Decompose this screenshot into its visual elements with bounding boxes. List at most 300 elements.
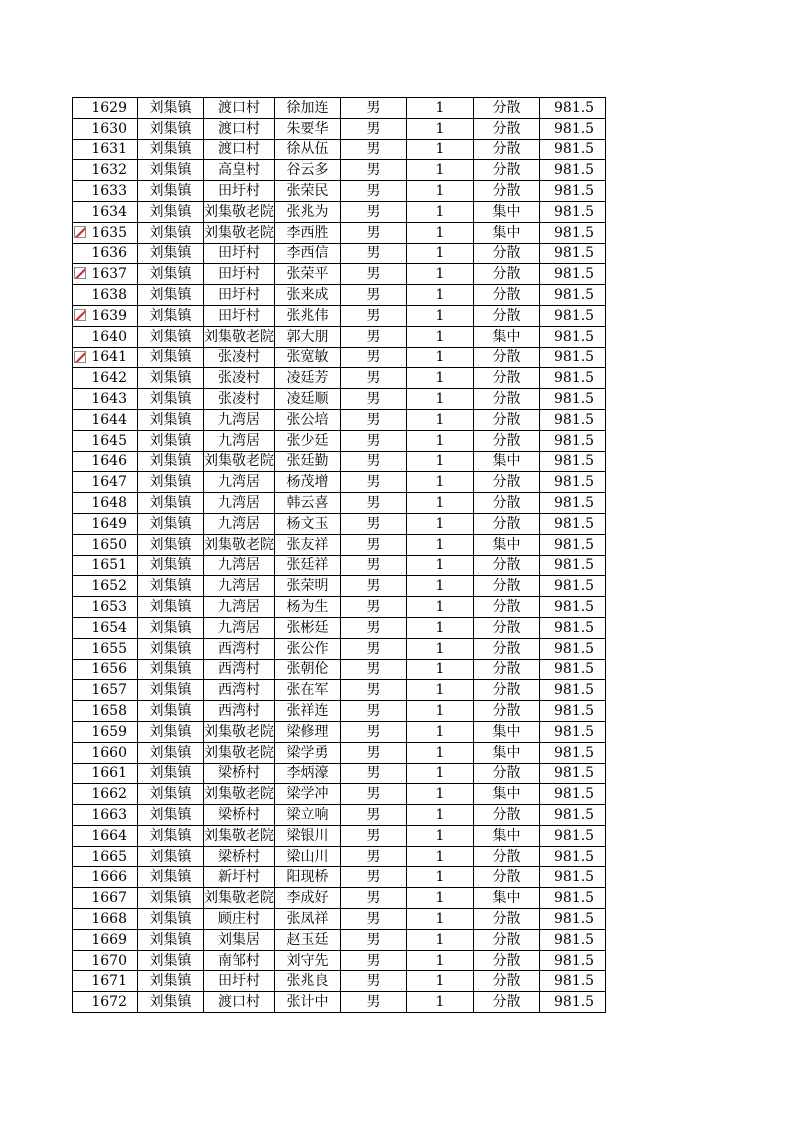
cell-serial-no[interactable] (73, 659, 138, 680)
cell-amount[interactable] (540, 784, 606, 805)
cell-serial-no[interactable] (73, 305, 138, 326)
cell-count[interactable] (407, 201, 474, 222)
cell-support-type[interactable] (474, 659, 540, 680)
cell-gender[interactable] (341, 638, 407, 659)
cell-support-type[interactable] (474, 285, 540, 306)
cell-count[interactable] (407, 264, 474, 285)
cell-town[interactable] (138, 950, 204, 971)
cell-amount[interactable] (540, 867, 606, 888)
cell-count[interactable] (407, 659, 474, 680)
cell-gender[interactable] (341, 264, 407, 285)
cell-town[interactable] (138, 430, 204, 451)
cell-count[interactable] (407, 368, 474, 389)
cell-count[interactable] (407, 742, 474, 763)
cell-amount[interactable] (540, 493, 606, 514)
cell-amount[interactable] (540, 264, 606, 285)
cell-serial-no[interactable] (73, 680, 138, 701)
cell-serial-no[interactable] (73, 992, 138, 1013)
cell-amount[interactable] (540, 825, 606, 846)
cell-serial-no[interactable] (73, 805, 138, 826)
cell-gender[interactable] (341, 181, 407, 202)
cell-serial-no[interactable] (73, 389, 138, 410)
cell-town[interactable] (138, 617, 204, 638)
cell-gender[interactable] (341, 98, 407, 119)
cell-gender[interactable] (341, 680, 407, 701)
cell-gender[interactable] (341, 701, 407, 722)
cell-amount[interactable] (540, 555, 606, 576)
cell-serial-no[interactable] (73, 201, 138, 222)
cell-town[interactable] (138, 368, 204, 389)
cell-serial-no[interactable] (73, 846, 138, 867)
cell-support-type[interactable] (474, 867, 540, 888)
cell-person-name[interactable] (275, 950, 341, 971)
cell-person-name[interactable] (275, 430, 341, 451)
cell-count[interactable] (407, 118, 474, 139)
cell-village[interactable] (204, 285, 275, 306)
cell-amount[interactable] (540, 409, 606, 430)
cell-support-type[interactable] (474, 805, 540, 826)
cell-serial-no[interactable] (73, 243, 138, 264)
cell-amount[interactable] (540, 98, 606, 119)
cell-support-type[interactable] (474, 326, 540, 347)
cell-count[interactable] (407, 285, 474, 306)
cell-person-name[interactable] (275, 576, 341, 597)
cell-support-type[interactable] (474, 181, 540, 202)
cell-support-type[interactable] (474, 347, 540, 368)
cell-person-name[interactable] (275, 181, 341, 202)
cell-person-name[interactable] (275, 929, 341, 950)
cell-person-name[interactable] (275, 472, 341, 493)
cell-gender[interactable] (341, 555, 407, 576)
cell-support-type[interactable] (474, 534, 540, 555)
cell-serial-no[interactable] (73, 971, 138, 992)
cell-town[interactable] (138, 680, 204, 701)
cell-village[interactable] (204, 929, 275, 950)
cell-gender[interactable] (341, 160, 407, 181)
cell-gender[interactable] (341, 888, 407, 909)
cell-amount[interactable] (540, 992, 606, 1013)
cell-support-type[interactable] (474, 160, 540, 181)
cell-village[interactable] (204, 763, 275, 784)
cell-count[interactable] (407, 555, 474, 576)
cell-gender[interactable] (341, 763, 407, 784)
cell-village[interactable] (204, 701, 275, 722)
cell-serial-no[interactable] (73, 409, 138, 430)
cell-gender[interactable] (341, 576, 407, 597)
cell-serial-no[interactable] (73, 264, 138, 285)
cell-serial-no[interactable] (73, 888, 138, 909)
cell-gender[interactable] (341, 950, 407, 971)
cell-village[interactable] (204, 389, 275, 410)
cell-village[interactable] (204, 638, 275, 659)
cell-support-type[interactable] (474, 929, 540, 950)
cell-count[interactable] (407, 222, 474, 243)
cell-amount[interactable] (540, 347, 606, 368)
cell-person-name[interactable] (275, 721, 341, 742)
cell-town[interactable] (138, 909, 204, 930)
cell-person-name[interactable] (275, 784, 341, 805)
cell-person-name[interactable] (275, 992, 341, 1013)
cell-amount[interactable] (540, 326, 606, 347)
cell-amount[interactable] (540, 368, 606, 389)
cell-count[interactable] (407, 305, 474, 326)
cell-gender[interactable] (341, 867, 407, 888)
cell-serial-no[interactable] (73, 493, 138, 514)
cell-person-name[interactable] (275, 742, 341, 763)
cell-count[interactable] (407, 576, 474, 597)
cell-gender[interactable] (341, 534, 407, 555)
cell-village[interactable] (204, 305, 275, 326)
cell-village[interactable] (204, 430, 275, 451)
cell-support-type[interactable] (474, 264, 540, 285)
cell-amount[interactable] (540, 680, 606, 701)
cell-amount[interactable] (540, 638, 606, 659)
cell-count[interactable] (407, 451, 474, 472)
cell-serial-no[interactable] (73, 576, 138, 597)
cell-amount[interactable] (540, 472, 606, 493)
cell-amount[interactable] (540, 118, 606, 139)
cell-serial-no[interactable] (73, 368, 138, 389)
cell-support-type[interactable] (474, 555, 540, 576)
cell-support-type[interactable] (474, 139, 540, 160)
cell-village[interactable] (204, 555, 275, 576)
cell-town[interactable] (138, 784, 204, 805)
cell-person-name[interactable] (275, 867, 341, 888)
cell-gender[interactable] (341, 617, 407, 638)
cell-gender[interactable] (341, 597, 407, 618)
cell-count[interactable] (407, 846, 474, 867)
cell-amount[interactable] (540, 576, 606, 597)
cell-town[interactable] (138, 888, 204, 909)
cell-village[interactable] (204, 118, 275, 139)
cell-serial-no[interactable] (73, 867, 138, 888)
cell-gender[interactable] (341, 513, 407, 534)
cell-serial-no[interactable] (73, 430, 138, 451)
cell-amount[interactable] (540, 617, 606, 638)
cell-town[interactable] (138, 659, 204, 680)
cell-count[interactable] (407, 701, 474, 722)
cell-amount[interactable] (540, 971, 606, 992)
cell-person-name[interactable] (275, 763, 341, 784)
cell-gender[interactable] (341, 825, 407, 846)
cell-town[interactable] (138, 701, 204, 722)
cell-gender[interactable] (341, 118, 407, 139)
cell-gender[interactable] (341, 243, 407, 264)
cell-village[interactable] (204, 950, 275, 971)
cell-gender[interactable] (341, 493, 407, 514)
cell-support-type[interactable] (474, 784, 540, 805)
cell-town[interactable] (138, 222, 204, 243)
cell-town[interactable] (138, 971, 204, 992)
cell-person-name[interactable] (275, 201, 341, 222)
cell-serial-no[interactable] (73, 98, 138, 119)
cell-count[interactable] (407, 867, 474, 888)
cell-town[interactable] (138, 118, 204, 139)
cell-amount[interactable] (540, 659, 606, 680)
cell-serial-no[interactable] (73, 181, 138, 202)
cell-village[interactable] (204, 243, 275, 264)
cell-village[interactable] (204, 326, 275, 347)
cell-person-name[interactable] (275, 389, 341, 410)
cell-amount[interactable] (540, 430, 606, 451)
cell-count[interactable] (407, 389, 474, 410)
cell-amount[interactable] (540, 160, 606, 181)
cell-town[interactable] (138, 243, 204, 264)
cell-gender[interactable] (341, 285, 407, 306)
cell-count[interactable] (407, 534, 474, 555)
cell-village[interactable] (204, 597, 275, 618)
cell-person-name[interactable] (275, 285, 341, 306)
cell-count[interactable] (407, 763, 474, 784)
cell-town[interactable] (138, 472, 204, 493)
cell-count[interactable] (407, 784, 474, 805)
cell-count[interactable] (407, 971, 474, 992)
cell-village[interactable] (204, 971, 275, 992)
cell-amount[interactable] (540, 929, 606, 950)
cell-serial-no[interactable] (73, 597, 138, 618)
cell-support-type[interactable] (474, 576, 540, 597)
cell-count[interactable] (407, 992, 474, 1013)
cell-person-name[interactable] (275, 555, 341, 576)
cell-town[interactable] (138, 513, 204, 534)
cell-person-name[interactable] (275, 909, 341, 930)
cell-gender[interactable] (341, 721, 407, 742)
cell-person-name[interactable] (275, 98, 341, 119)
cell-town[interactable] (138, 638, 204, 659)
cell-count[interactable] (407, 347, 474, 368)
cell-village[interactable] (204, 472, 275, 493)
cell-amount[interactable] (540, 950, 606, 971)
cell-serial-no[interactable] (73, 784, 138, 805)
cell-count[interactable] (407, 888, 474, 909)
cell-serial-no[interactable] (73, 451, 138, 472)
cell-town[interactable] (138, 98, 204, 119)
cell-town[interactable] (138, 805, 204, 826)
cell-amount[interactable] (540, 285, 606, 306)
cell-gender[interactable] (341, 784, 407, 805)
cell-person-name[interactable] (275, 638, 341, 659)
cell-village[interactable] (204, 451, 275, 472)
cell-support-type[interactable] (474, 638, 540, 659)
cell-amount[interactable] (540, 222, 606, 243)
cell-person-name[interactable] (275, 222, 341, 243)
cell-village[interactable] (204, 888, 275, 909)
cell-person-name[interactable] (275, 326, 341, 347)
cell-village[interactable] (204, 742, 275, 763)
cell-count[interactable] (407, 139, 474, 160)
cell-support-type[interactable] (474, 825, 540, 846)
cell-serial-no[interactable] (73, 950, 138, 971)
cell-town[interactable] (138, 929, 204, 950)
cell-support-type[interactable] (474, 451, 540, 472)
cell-amount[interactable] (540, 389, 606, 410)
cell-amount[interactable] (540, 701, 606, 722)
cell-town[interactable] (138, 347, 204, 368)
cell-gender[interactable] (341, 992, 407, 1013)
cell-serial-no[interactable] (73, 701, 138, 722)
cell-serial-no[interactable] (73, 617, 138, 638)
cell-person-name[interactable] (275, 451, 341, 472)
cell-count[interactable] (407, 472, 474, 493)
cell-serial-no[interactable] (73, 638, 138, 659)
cell-support-type[interactable] (474, 389, 540, 410)
cell-count[interactable] (407, 638, 474, 659)
cell-gender[interactable] (341, 430, 407, 451)
cell-amount[interactable] (540, 721, 606, 742)
cell-gender[interactable] (341, 659, 407, 680)
cell-person-name[interactable] (275, 680, 341, 701)
cell-village[interactable] (204, 201, 275, 222)
cell-town[interactable] (138, 534, 204, 555)
cell-person-name[interactable] (275, 701, 341, 722)
cell-village[interactable] (204, 617, 275, 638)
cell-gender[interactable] (341, 389, 407, 410)
cell-amount[interactable] (540, 451, 606, 472)
cell-village[interactable] (204, 513, 275, 534)
cell-support-type[interactable] (474, 888, 540, 909)
cell-amount[interactable] (540, 597, 606, 618)
cell-village[interactable] (204, 347, 275, 368)
cell-amount[interactable] (540, 888, 606, 909)
cell-serial-no[interactable] (73, 555, 138, 576)
cell-person-name[interactable] (275, 846, 341, 867)
cell-count[interactable] (407, 513, 474, 534)
cell-village[interactable] (204, 534, 275, 555)
cell-person-name[interactable] (275, 597, 341, 618)
cell-count[interactable] (407, 929, 474, 950)
cell-support-type[interactable] (474, 617, 540, 638)
cell-amount[interactable] (540, 181, 606, 202)
cell-village[interactable] (204, 181, 275, 202)
cell-support-type[interactable] (474, 305, 540, 326)
cell-count[interactable] (407, 326, 474, 347)
cell-village[interactable] (204, 264, 275, 285)
cell-village[interactable] (204, 368, 275, 389)
cell-gender[interactable] (341, 222, 407, 243)
cell-support-type[interactable] (474, 680, 540, 701)
cell-village[interactable] (204, 909, 275, 930)
cell-support-type[interactable] (474, 513, 540, 534)
cell-town[interactable] (138, 867, 204, 888)
cell-town[interactable] (138, 409, 204, 430)
cell-village[interactable] (204, 160, 275, 181)
cell-town[interactable] (138, 285, 204, 306)
cell-count[interactable] (407, 409, 474, 430)
cell-person-name[interactable] (275, 160, 341, 181)
cell-count[interactable] (407, 98, 474, 119)
cell-serial-no[interactable] (73, 825, 138, 846)
cell-village[interactable] (204, 409, 275, 430)
cell-amount[interactable] (540, 763, 606, 784)
cell-count[interactable] (407, 160, 474, 181)
cell-gender[interactable] (341, 451, 407, 472)
cell-person-name[interactable] (275, 368, 341, 389)
cell-person-name[interactable] (275, 805, 341, 826)
cell-town[interactable] (138, 305, 204, 326)
cell-town[interactable] (138, 389, 204, 410)
cell-village[interactable] (204, 222, 275, 243)
cell-person-name[interactable] (275, 139, 341, 160)
cell-village[interactable] (204, 659, 275, 680)
cell-gender[interactable] (341, 201, 407, 222)
cell-count[interactable] (407, 909, 474, 930)
cell-person-name[interactable] (275, 409, 341, 430)
cell-amount[interactable] (540, 513, 606, 534)
cell-serial-no[interactable] (73, 534, 138, 555)
cell-village[interactable] (204, 680, 275, 701)
cell-count[interactable] (407, 243, 474, 264)
cell-gender[interactable] (341, 368, 407, 389)
cell-support-type[interactable] (474, 742, 540, 763)
cell-town[interactable] (138, 597, 204, 618)
cell-support-type[interactable] (474, 597, 540, 618)
cell-town[interactable] (138, 160, 204, 181)
cell-town[interactable] (138, 742, 204, 763)
cell-gender[interactable] (341, 805, 407, 826)
cell-gender[interactable] (341, 326, 407, 347)
cell-amount[interactable] (540, 742, 606, 763)
cell-town[interactable] (138, 555, 204, 576)
cell-amount[interactable] (540, 305, 606, 326)
cell-count[interactable] (407, 181, 474, 202)
cell-town[interactable] (138, 201, 204, 222)
cell-serial-no[interactable] (73, 347, 138, 368)
cell-person-name[interactable] (275, 243, 341, 264)
cell-person-name[interactable] (275, 264, 341, 285)
cell-person-name[interactable] (275, 659, 341, 680)
cell-amount[interactable] (540, 243, 606, 264)
cell-village[interactable] (204, 825, 275, 846)
cell-person-name[interactable] (275, 347, 341, 368)
cell-support-type[interactable] (474, 721, 540, 742)
cell-gender[interactable] (341, 472, 407, 493)
cell-amount[interactable] (540, 139, 606, 160)
cell-village[interactable] (204, 98, 275, 119)
cell-gender[interactable] (341, 742, 407, 763)
cell-serial-no[interactable] (73, 472, 138, 493)
cell-gender[interactable] (341, 929, 407, 950)
cell-support-type[interactable] (474, 368, 540, 389)
cell-support-type[interactable] (474, 763, 540, 784)
cell-town[interactable] (138, 139, 204, 160)
cell-serial-no[interactable] (73, 139, 138, 160)
cell-person-name[interactable] (275, 534, 341, 555)
cell-town[interactable] (138, 721, 204, 742)
cell-gender[interactable] (341, 909, 407, 930)
cell-town[interactable] (138, 493, 204, 514)
cell-person-name[interactable] (275, 305, 341, 326)
cell-village[interactable] (204, 867, 275, 888)
cell-count[interactable] (407, 680, 474, 701)
cell-serial-no[interactable] (73, 285, 138, 306)
cell-amount[interactable] (540, 805, 606, 826)
cell-person-name[interactable] (275, 617, 341, 638)
cell-serial-no[interactable] (73, 513, 138, 534)
cell-gender[interactable] (341, 305, 407, 326)
cell-serial-no[interactable] (73, 721, 138, 742)
cell-person-name[interactable] (275, 118, 341, 139)
cell-support-type[interactable] (474, 971, 540, 992)
cell-gender[interactable] (341, 139, 407, 160)
cell-serial-no[interactable] (73, 909, 138, 930)
cell-count[interactable] (407, 721, 474, 742)
cell-town[interactable] (138, 992, 204, 1013)
cell-serial-no[interactable] (73, 160, 138, 181)
cell-gender[interactable] (341, 846, 407, 867)
cell-serial-no[interactable] (73, 763, 138, 784)
cell-support-type[interactable] (474, 493, 540, 514)
cell-gender[interactable] (341, 347, 407, 368)
